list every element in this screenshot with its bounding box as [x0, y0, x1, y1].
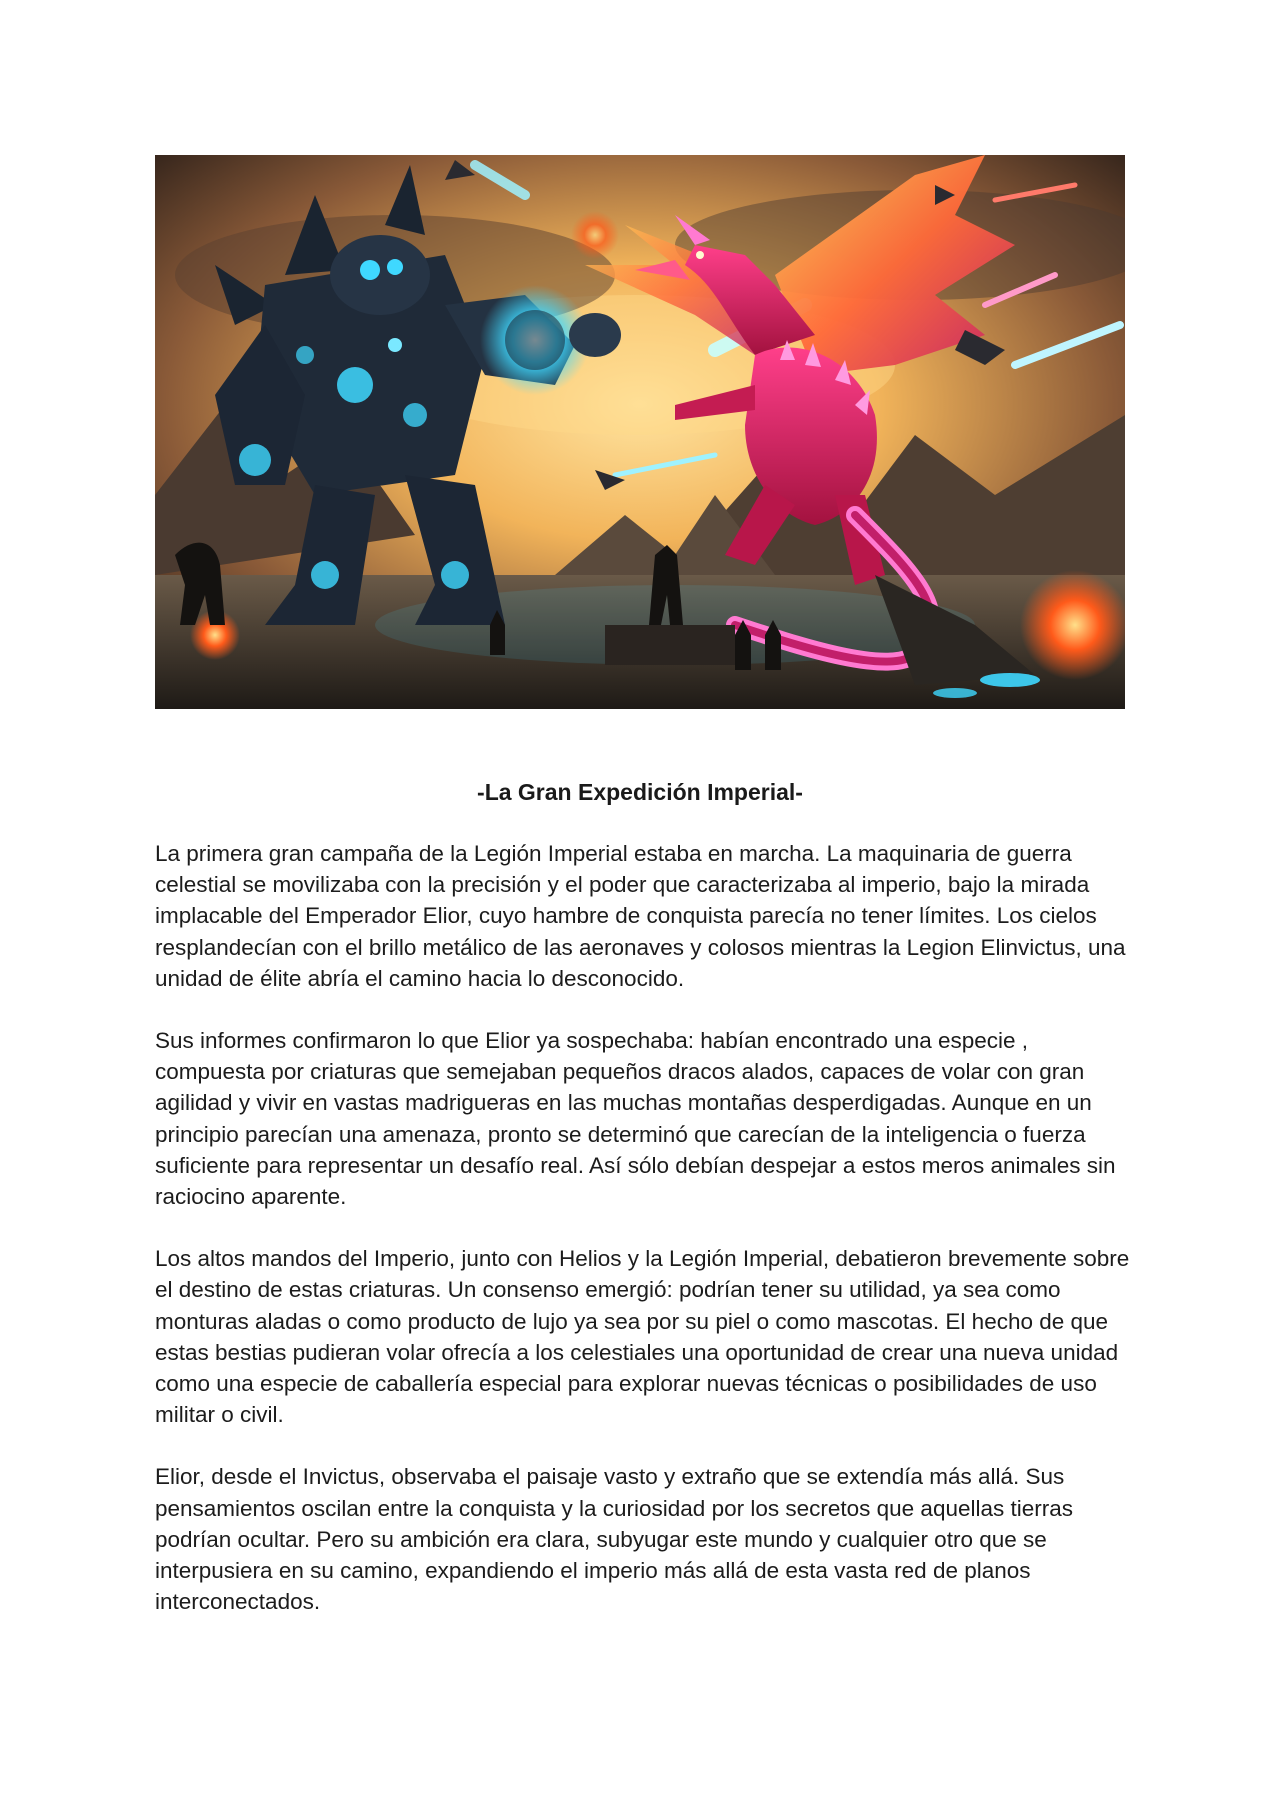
- paragraph: Sus informes confirmaron lo que Elior ya sospechaba: habían encontrado una especie , compuesta por criaturas que semejaban pequeños dracos alados, capaces de volar con gran agilidad y vivir en vastas madrigueras en las muchas montañas desperdigadas. Aunque en un principio parecían una amenaza, pronto se determinó que carecían de la inteligencia o fuerza suficiente para representar un desafío real. Así sólo debían despejar a estos meros animales sin raciocino aparente.: [155, 1028, 1116, 1210]
- fire: [1020, 570, 1125, 680]
- paragraph: La primera gran campaña de la Legión Imperial estaba en marcha. La maquinaria de guerra celestial se movilizaba con la precisión y el poder que caracterizaba al imperio, bajo la mirada implacable del Emperador Elior, cuyo hambre de conquista parecía no tener límites. Los cielos resplandecían con el brillo metálico de las aeronaves y colosos mientras la Legion Elinvictus, una unidad de élite abría el camino hacia lo desconocido.: [155, 841, 1126, 991]
- battle-illustration-svg: [155, 155, 1125, 709]
- paragraph: Elior, desde el Invictus, observaba el paisaje vasto y extraño que se extendía más allá. Sus pensamientos oscilan entre la conquista y la curiosidad por los secretos que aquellas tierras podrían ocultar. Pero su ambición era clara, subyugar este mundo y cualquier otro que se interpusiera en su camino, expandiendo el imperio más allá de esta vasta red de planos interconectados.: [155, 1464, 1074, 1615]
- battle-illustration: [155, 155, 1125, 709]
- document-body: [155, 838, 1130, 1648]
- paragraph: Los altos mandos del Imperio, junto con Helios y la Legión Imperial, debatieron brevemente sobre el destino de estas criaturas. Un consenso emergió: podrían tener su utilidad, ya sea como monturas aladas o como producto de lujo ya sea por su piel o como mascotas. El hecho de que estas bestias pudieran volar ofrecía a los celestiales una oportunidad de crear una nueva unidad como una especie de caballería especial para explorar nuevas técnicas o posibilidades de uso militar o civil.: [155, 1246, 1130, 1428]
- document-title: -La Gran Expedición Imperial-: [477, 779, 803, 805]
